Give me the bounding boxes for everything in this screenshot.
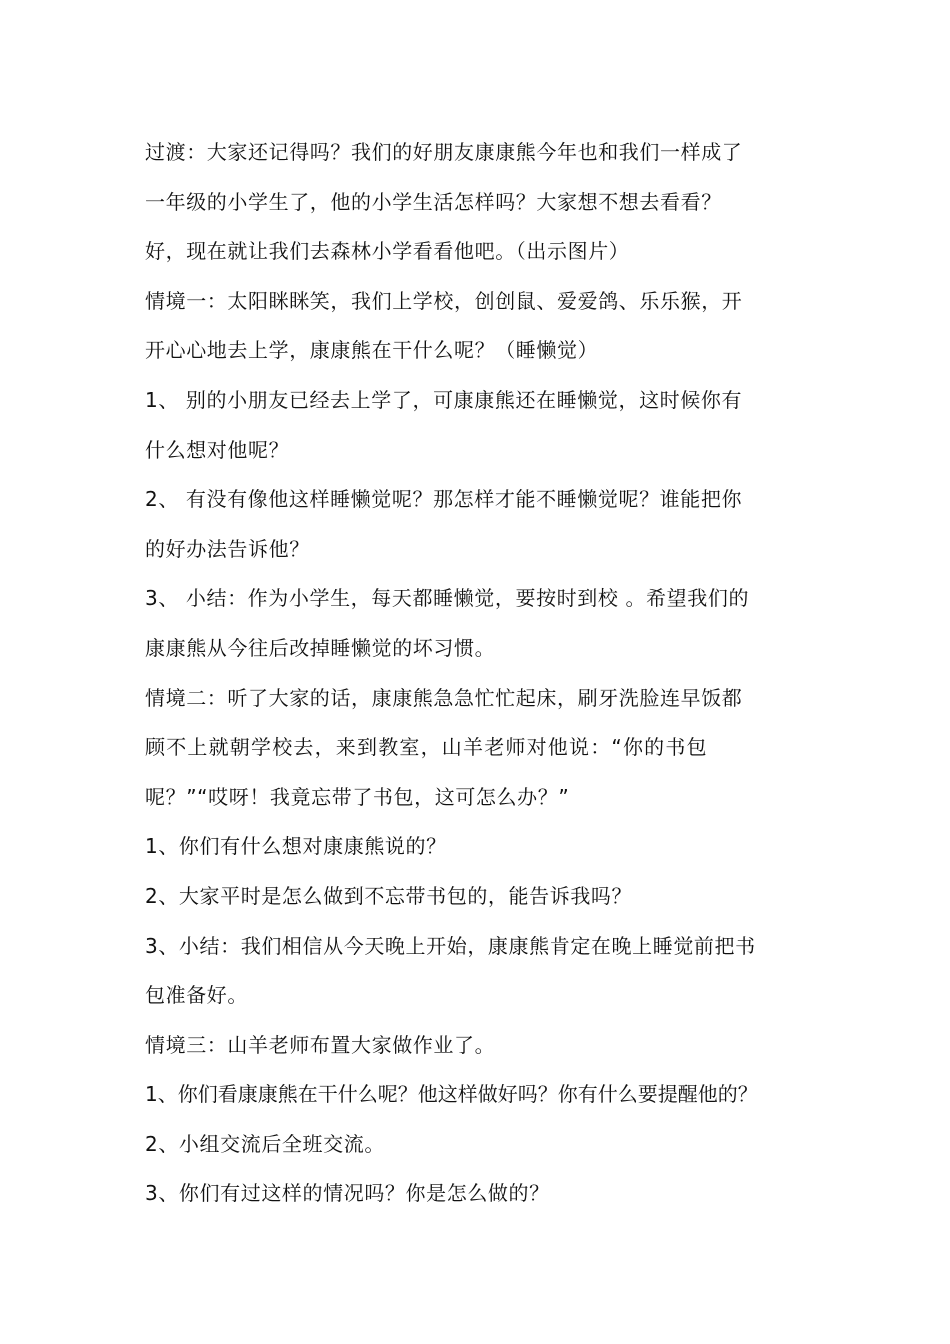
paragraph-line: 呢？”“哎呀！我竟忘带了书包，这可怎么办？” [145, 784, 570, 809]
document-body [145, 128, 825, 1219]
paragraph-line: 顾不上就朝学校去，来到教室，山羊老师对他说：“你的书包 [145, 735, 708, 760]
list-item: 3、你们有过这样的情况吗？你是怎么做的？ [145, 1181, 550, 1206]
paragraph-line: 情境三：山羊老师布置大家做作业了。 [145, 1032, 496, 1057]
paragraph-line: 开心心地去上学，康康熊在干什么呢？（睡懒觉） [145, 338, 599, 363]
list-item-continuation: 包准备好。 [145, 983, 248, 1008]
paragraph-line: 情境一：太阳眯眯笑，我们上学校，创创鼠、爱爱鸽、乐乐猴，开 [145, 288, 743, 313]
list-item-continuation: 康康熊从今往后改掉睡懒觉的坏习惯。 [145, 635, 496, 660]
list-item: 1、你们有什么想对康康熊说的？ [145, 834, 447, 859]
list-item: 3、小结：我们相信从今天晚上开始，康康熊肯定在晚上睡觉前把书 [145, 933, 756, 958]
list-item: 2、小组交流后全班交流。 [145, 1131, 385, 1156]
list-item: 3、 小结：作为小学生，每天都睡懒觉，要按时到校 。希望我们的 [145, 586, 750, 611]
list-item: 2、 有没有像他这样睡懒觉呢？那怎样才能不睡懒觉呢？谁能把你 [145, 487, 743, 512]
list-item: 1、你们看康康熊在干什么呢？他这样做好吗？你有什么要提醒他的？ [145, 1082, 758, 1107]
list-item: 2、大家平时是怎么做到不忘带书包的，能告诉我吗？ [145, 883, 633, 908]
paragraph-line: 过渡：大家还记得吗？我们的好朋友康康熊今年也和我们一样成了 [145, 140, 743, 164]
list-item: 1、 别的小朋友已经去上学了，可康康熊还在睡懒觉，这时候你有 [145, 387, 743, 412]
paragraph-line: 情境二：听了大家的话，康康熊急急忙忙起床，刷牙洗脸连早饭都 [145, 685, 743, 710]
paragraph-line: 一年级的小学生了，他的小学生活怎样吗？大家想不想去看看？ [145, 189, 722, 214]
list-item-continuation: 什么想对他呢？ [145, 437, 290, 462]
paragraph-line: 好，现在就让我们去森林小学看看他吧。（出示图片） [145, 239, 630, 264]
list-item-continuation: 的好办法告诉他？ [145, 536, 310, 561]
